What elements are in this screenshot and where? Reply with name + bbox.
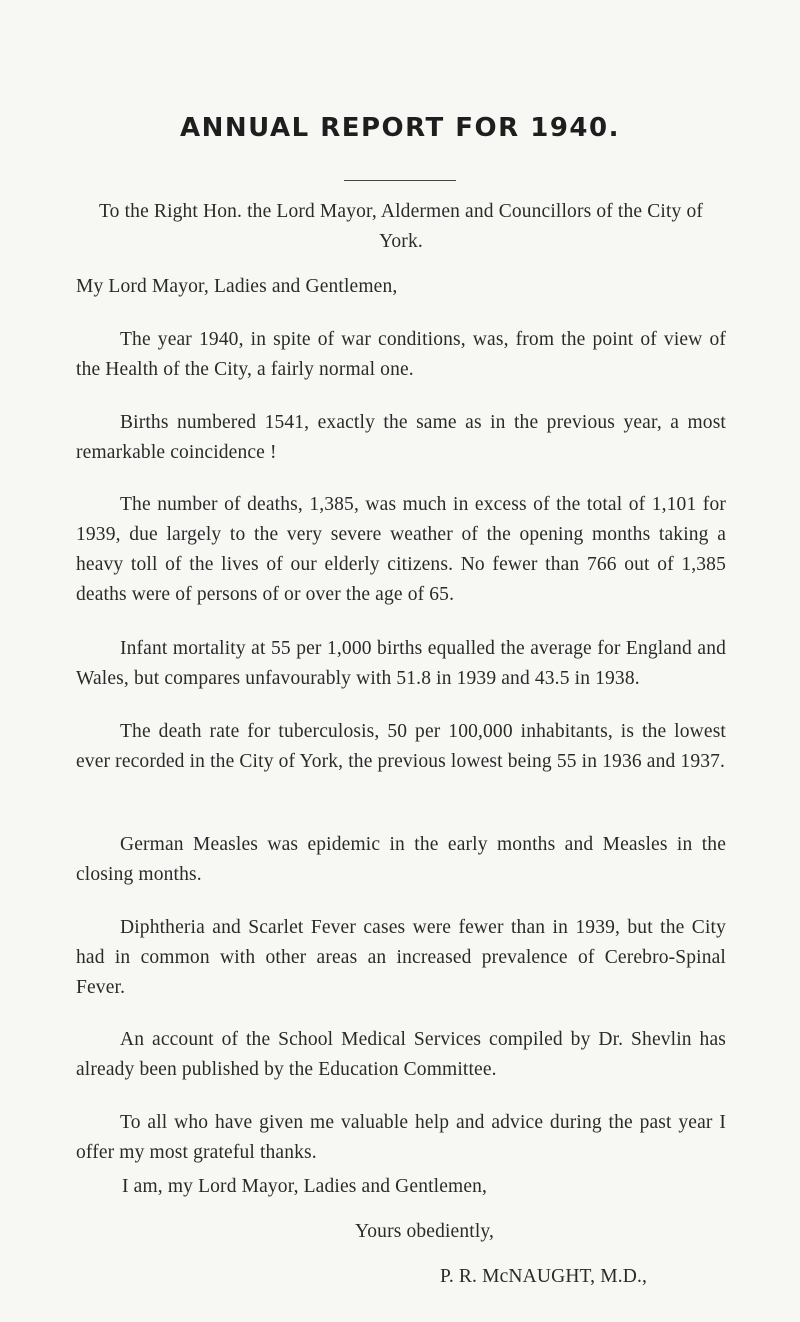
paragraph-thanks: To all who have given me valuable help and advice during the past year I offer my most grateful thanks.	[76, 1112, 726, 1163]
paragraph-school-services: An account of the School Medical Services compiled by Dr. Shevlin has already been published by the Education Committee.	[76, 1029, 726, 1080]
paragraph-measles: German Measles was epidemic in the early months and Measles in the closing months.	[76, 834, 726, 885]
paragraph-deaths: The number of deaths, 1,385, was much in excess of the total of 1,101 for 1939, due largely to the very severe weather of the opening months taking a heavy toll of the lives of our elderly citizens. No fewer than 766 out of 1,385 deaths were of persons of or over the age of 65.	[76, 494, 726, 605]
paragraph-births: Births numbered 1541, exactly the same as in the previous year, a most remarkable coincidence !	[76, 412, 726, 463]
title-divider	[344, 180, 456, 181]
paragraph-infant-mortality: Infant mortality at 55 per 1,000 births equalled the average for England and Wales, but compares unfavourably with 51.8 in 1939 and 43.5 in 1938.	[76, 638, 726, 689]
report-title: ANNUAL REPORT FOR 1940.	[180, 113, 620, 143]
paragraph-tuberculosis: The death rate for tuberculosis, 50 per 100,000 inhabitants, is the lowest ever recorded in the City of York, the previous lowest being 55 in 1936 and 1937.	[76, 721, 726, 772]
closing-line: I am, my Lord Mayor, Ladies and Gentlemen,	[122, 1176, 488, 1197]
address-to: To the Right Hon. the Lord Mayor, Aldermen and Councillors of the City of York.	[98, 201, 703, 252]
paragraph-diphtheria: Diphtheria and Scarlet Fever cases were fewer than in 1939, but the City had in common with other areas an increased prevalence of Cerebro-Spinal Fever.	[76, 917, 726, 998]
greeting: My Lord Mayor, Ladies and Gentlemen,	[76, 276, 398, 297]
paragraph-year-summary: The year 1940, in spite of war conditions, was, from the point of view of the Health of the City, a fairly normal one.	[76, 329, 726, 380]
closing-valediction: Yours obediently,	[355, 1221, 495, 1242]
signatory-name: P. R. McNAUGHT, M.D.,	[440, 1266, 648, 1287]
